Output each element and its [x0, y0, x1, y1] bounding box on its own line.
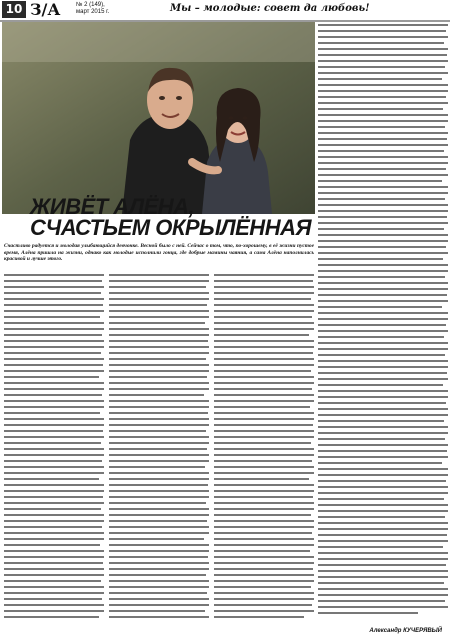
article-lead: Счастливо радуется и молодая улыбающийся девчонке. Весной было с ней. Сейчас о том, что, по-хорошему, в её жизни пустое время, Алёна пришла на жизни, однако как молодые исполнили гонца, где добрые мамины чаяния, а сама Алёна наполнилась красивой и лучше этого.: [4, 243, 314, 263]
article-body-column-right: [318, 22, 448, 627]
couple-photo-image: [2, 22, 315, 214]
body-text-lines-bottom: [4, 272, 314, 627]
couple-photo: [2, 22, 315, 214]
page-header: [0, 0, 450, 22]
article-headline: [30, 196, 330, 238]
author-signature: Александр КУЧЕРЯВЫЙ: [369, 628, 442, 634]
page-number: 10: [2, 1, 26, 18]
rubric-slogan: Мы – молодые: совет да любовь!: [170, 3, 370, 14]
issue-number: № 2 (149),: [76, 2, 105, 8]
headline-line-1: ЖИВЁТ АЛЁНА,: [30, 194, 195, 219]
issue-info: [76, 2, 109, 16]
issue-date: март 2015 г.: [76, 9, 110, 15]
body-text-lines-right: [318, 22, 448, 627]
newspaper-logo: З/А: [30, 0, 61, 19]
article-body-columns-bottom: [4, 272, 314, 627]
headline-line-2: СЧАСТЬЕМ ОКРЫЛЁННАЯ: [30, 215, 312, 240]
